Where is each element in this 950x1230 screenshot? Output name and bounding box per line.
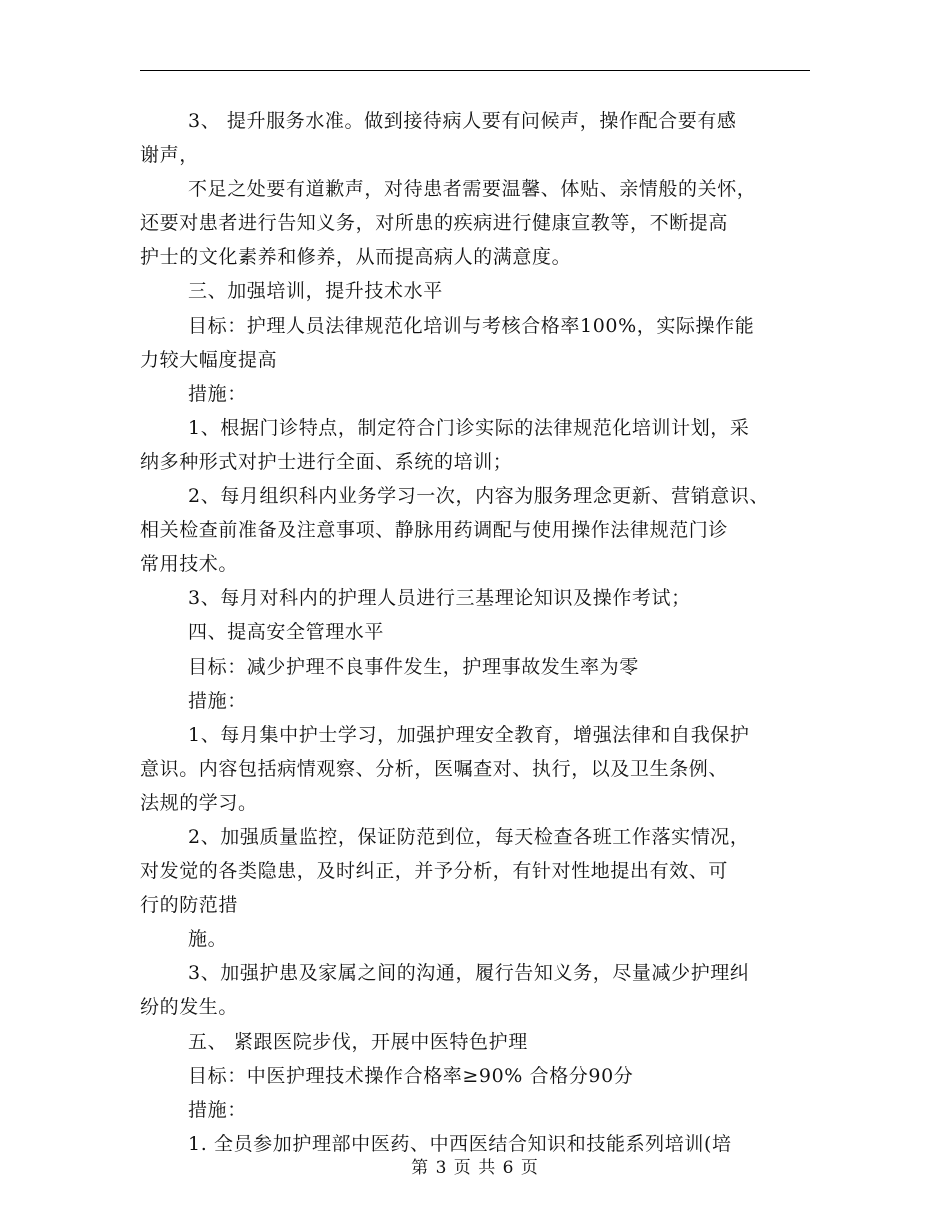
text-line: 纷的发生。 xyxy=(140,996,239,1019)
text-line: 目标：减少护理不良事件发生，护理事故发生率为零 xyxy=(188,655,639,678)
text-line: 纳多种形式对护士进行全面、系统的培训； xyxy=(140,450,513,473)
text-line: 四、提高安全管理水平 xyxy=(188,621,385,644)
text-line: 3、每月对科内的护理人员进行三基理论知识及操作考试； xyxy=(188,587,691,610)
text-line: 行的防范措 xyxy=(140,894,239,917)
text-line: 还要对患者进行告知义务，对所患的疾病进行健康宣教等，不断提高 xyxy=(140,212,729,235)
text-line: 3、 提升服务水准。做到接待病人要有问候声，操作配合要有感 xyxy=(188,110,737,132)
text-line: 措施： xyxy=(188,1098,247,1121)
text-line: 相关检查前准备及注意事项、静脉用药调配与使用操作法律规范门诊 xyxy=(140,519,729,542)
text-line: 目标：中医护理技术操作合格率≥90% 合格分90分 xyxy=(188,1064,634,1087)
text-line: 对发觉的各类隐患，及时纠正，并予分析，有针对性地提出有效、可 xyxy=(140,860,729,883)
text-line: 法规的学习。 xyxy=(140,791,258,814)
text-line: 意识。内容包括病情观察、分析，医嘱查对、执行，以及卫生条例、 xyxy=(140,757,729,780)
header-rule xyxy=(140,70,810,71)
text-line: 1、每月集中护士学习，加强护理安全教育，增强法律和自我保护 xyxy=(188,723,750,746)
text-line: 力较大幅度提高 xyxy=(140,348,278,371)
text-line: 施。 xyxy=(188,928,228,951)
text-line: 3、加强护患及家属之间的沟通，履行告知义务，尽量减少护理纠 xyxy=(188,962,750,985)
text-line: 谢声， xyxy=(140,144,199,167)
text-line: 措施： xyxy=(188,382,247,405)
document-body xyxy=(140,104,840,1161)
text-line: 1. 全员参加护理部中医药、中西医结合知识和技能系列培训(培 xyxy=(188,1132,732,1155)
text-line: 措施： xyxy=(188,689,247,712)
text-line: 2、加强质量监控，保证防范到位，每天检查各班工作落实情况， xyxy=(188,825,750,848)
text-line: 护士的文化素养和修养，从而提高病人的满意度。 xyxy=(140,246,572,269)
text-line: 目标：护理人员法律规范化培训与考核合格率100%，实际操作能 xyxy=(188,314,755,337)
text-line: 三、加强培训，提升技术水平 xyxy=(188,280,443,303)
text-line: 1、根据门诊特点，制定符合门诊实际的法律规范化培训计划，采 xyxy=(188,416,750,439)
text-line: 常用技术。 xyxy=(140,553,239,576)
text-line: 2、每月组织科内业务学习一次，内容为服务理念更新、营销意识、 xyxy=(188,485,770,508)
text-line: 五、 紧跟医院步伐，开展中医特色护理 xyxy=(188,1030,528,1053)
text-line: 不足之处要有道歉声，对待患者需要温馨、体贴、亲情般的关怀， xyxy=(188,178,757,201)
page-footer: 第 3 页 共 6 页 xyxy=(411,1158,539,1178)
